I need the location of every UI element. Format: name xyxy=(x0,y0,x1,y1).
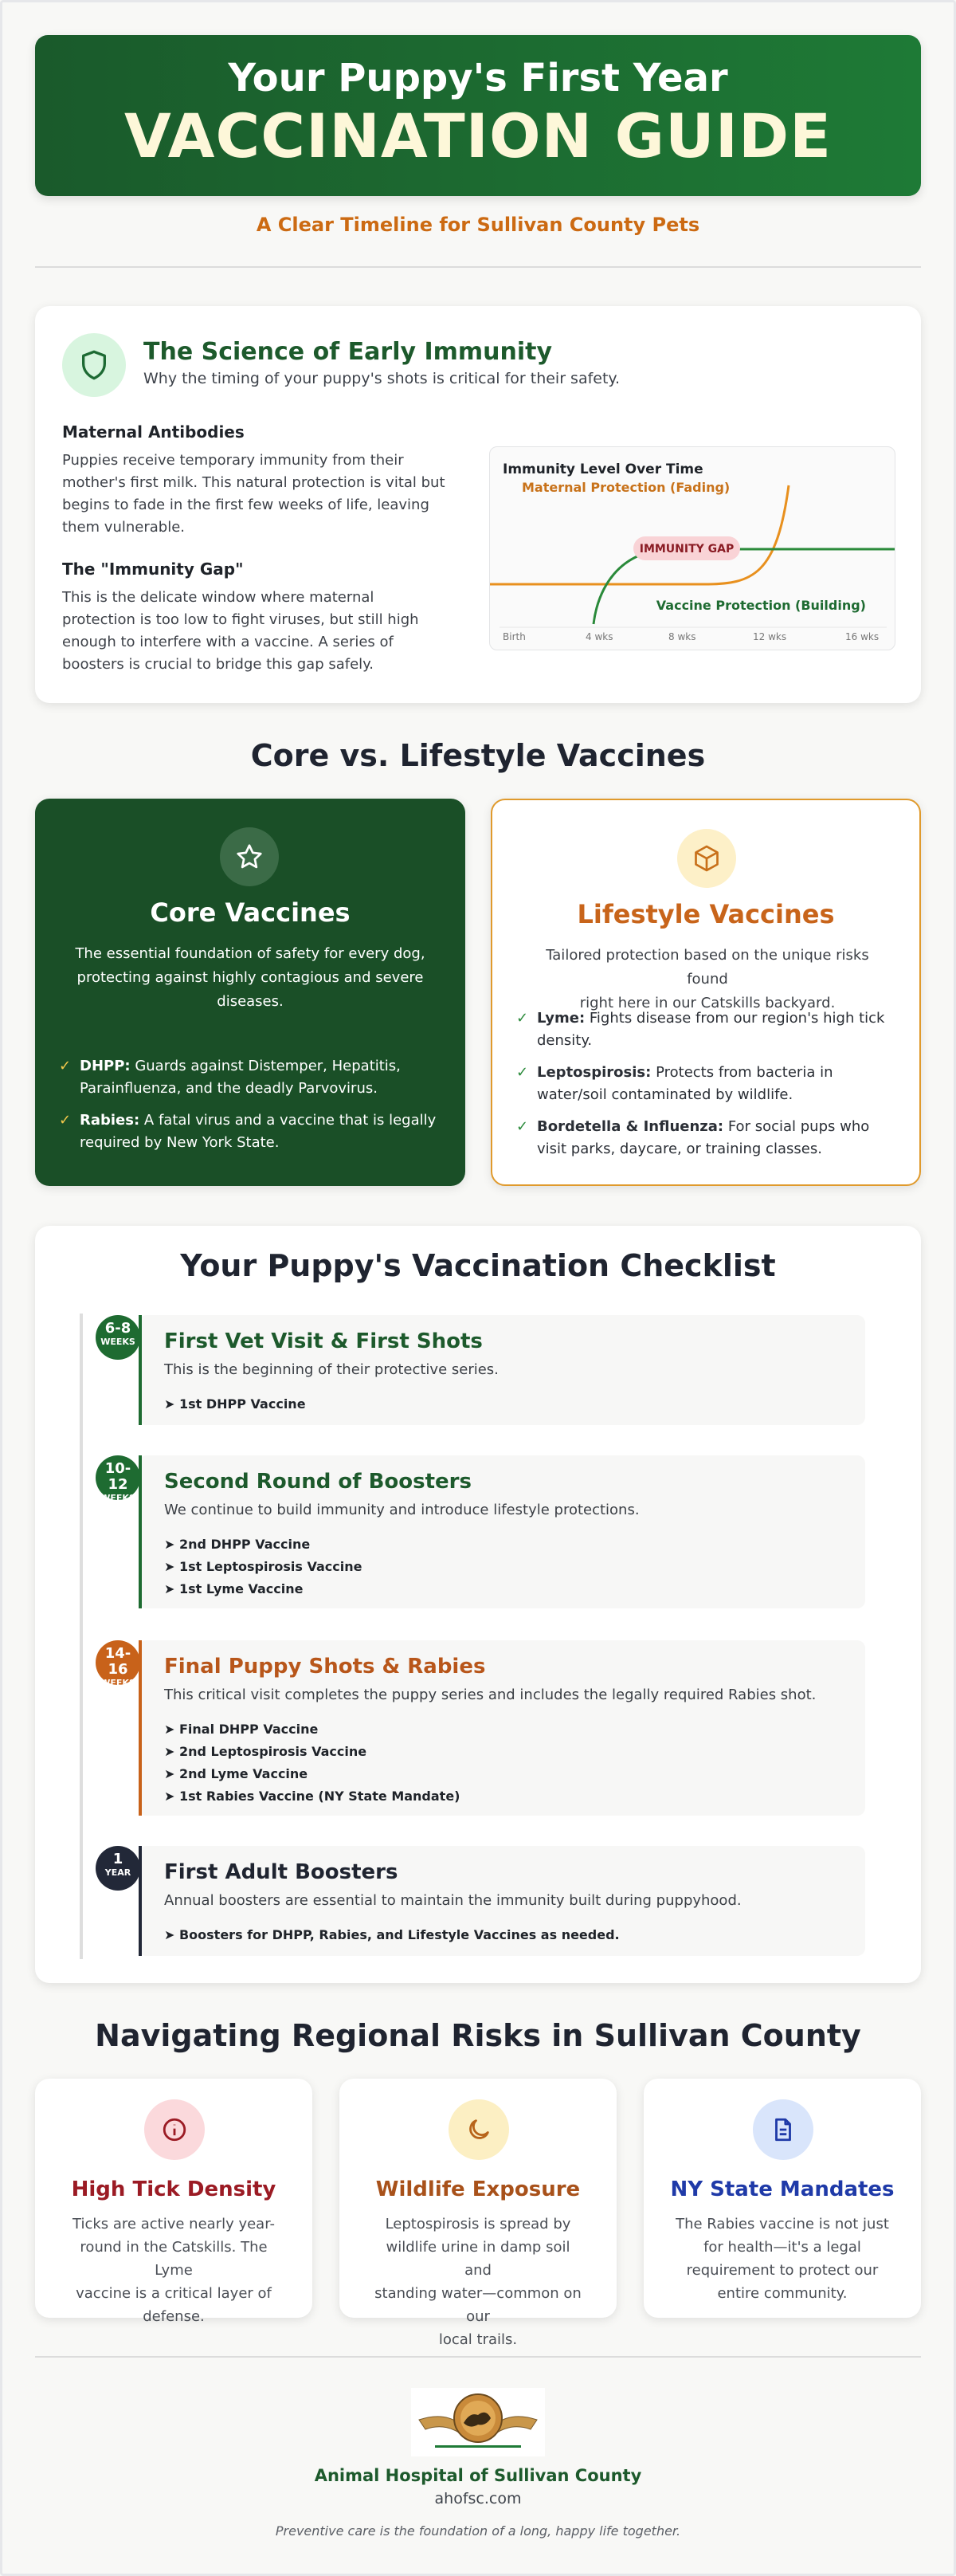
risk-text: Ticks are active nearly year- round in the Catskills. The Lyme vaccine is a critical layer of defense. xyxy=(72,2216,275,2325)
vaccine-label: Vaccine Protection (Building) xyxy=(656,598,866,613)
hero-banner xyxy=(35,35,921,196)
step-badge: 10-12 WEEKS xyxy=(96,1455,140,1500)
science-title: The Science of Early Immunity xyxy=(143,338,553,366)
risk-title: High Tick Density xyxy=(71,2177,276,2201)
tagline: A Clear Timeline for Sullivan County Pets xyxy=(256,214,700,236)
step-title: Second Round of Boosters xyxy=(164,1470,472,1494)
moon-icon xyxy=(449,2099,509,2160)
document-icon xyxy=(753,2099,813,2160)
step-description: We continue to build immunity and introduce lifestyle protections. xyxy=(164,1502,640,1518)
list-item: ✓ Lyme: Fights disease from our region's high tick density. xyxy=(516,1010,885,1049)
step-items: ➤ Final DHPP Vaccine ➤ 2nd Leptospirosis Vaccine ➤ 2nd Lyme Vaccine ➤ 1st Rabies Vaccine (NY State Mandate) xyxy=(164,1722,460,1804)
core-list xyxy=(59,1055,441,1164)
tick-label: 4 wks xyxy=(586,631,613,642)
lifestyle-list xyxy=(516,1007,899,1170)
maternal-heading: Maternal Antibodies xyxy=(62,422,245,442)
list-item: ✓ Bordetella & Influenza: For social pups who visit parks, daycare, or training classes. xyxy=(516,1118,870,1157)
hero-subtitle: VACCINATION GUIDE xyxy=(124,100,832,171)
timeline-step xyxy=(139,1640,865,1816)
risk-card xyxy=(644,2079,921,2318)
timeline-step xyxy=(139,1455,865,1608)
star-icon xyxy=(220,827,279,886)
maternal-text: Puppies receive temporary immunity from their mother's first milk. This natural protection is vital but begins to fade in the first few weeks of life, leaving them vulnerable. xyxy=(62,452,445,536)
info-icon xyxy=(144,2099,205,2160)
maternal-label: Maternal Protection (Fading) xyxy=(522,480,731,495)
gap-text: This is the delicate window where maternal protection is too low to fight viruses, but still high enough to interfere with a vaccine. A series of boosters is crucial to bridge this gap safely. xyxy=(62,589,419,673)
vaccines-section-title: Core vs. Lifestyle Vaccines xyxy=(250,738,706,773)
lifestyle-title: Lifestyle Vaccines xyxy=(577,899,835,929)
timeline-step xyxy=(139,1846,865,1956)
tick-label: 16 wks xyxy=(845,631,880,642)
graph-svg xyxy=(490,447,895,650)
gap-label: IMMUNITY GAP xyxy=(639,543,735,556)
footer-url[interactable]: ahofsc.com xyxy=(434,2490,522,2507)
risk-text: Leptospirosis is spread by wildlife urine in damp soil and standing water—common on our local trails. xyxy=(374,2216,582,2348)
tick-label: 8 wks xyxy=(668,631,696,642)
science-card xyxy=(35,306,921,703)
step-items: ➤ Boosters for DHPP, Rabies, and Lifestyle Vaccines as needed. xyxy=(164,1927,620,1942)
divider xyxy=(35,266,921,268)
tick-label: Birth xyxy=(503,631,526,642)
step-items: ➤ 1st DHPP Vaccine xyxy=(164,1396,306,1412)
step-description: This is the beginning of their protective series. xyxy=(164,1361,499,1378)
risk-card xyxy=(339,2079,617,2348)
divider xyxy=(35,2356,921,2358)
lifestyle-description: Tailored protection based on the unique risks found right here in our Catskills backyard. xyxy=(546,947,869,1011)
core-vaccines-card xyxy=(35,799,465,1186)
shield-icon xyxy=(62,333,126,397)
maternal-curve xyxy=(490,485,789,584)
checklist-card xyxy=(35,1226,921,1983)
lifestyle-vaccines-card xyxy=(491,799,921,1186)
risk-card xyxy=(35,2079,312,2325)
timeline-step xyxy=(139,1315,865,1425)
risk-title: NY State Mandates xyxy=(670,2177,895,2201)
step-title: First Vet Visit & First Shots xyxy=(164,1329,483,1353)
step-title: First Adult Boosters xyxy=(164,1860,398,1884)
step-badge: 6-8 WEEKS xyxy=(96,1315,140,1360)
step-items: ➤ 2nd DHPP Vaccine ➤ 1st Leptospirosis Vaccine ➤ 1st Lyme Vaccine xyxy=(164,1537,362,1596)
list-item: ✓ Rabies: A fatal virus and a vaccine that is legally required by New York State. xyxy=(59,1112,437,1151)
hero-title: Your Puppy's First Year xyxy=(228,56,728,100)
checklist-title: Your Puppy's Vaccination Checklist xyxy=(180,1248,776,1283)
risks-section-title: Navigating Regional Risks in Sullivan County xyxy=(95,2018,861,2053)
tick-label: 12 wks xyxy=(753,631,787,642)
list-item: ✓ Leptospirosis: Protects from bacteria in water/soil contaminated by wildlife. xyxy=(516,1064,833,1103)
core-title: Core Vaccines xyxy=(150,897,351,928)
box-icon xyxy=(677,829,736,888)
step-description: Annual boosters are essential to maintain the immunity built during puppyhood. xyxy=(164,1892,742,1909)
hospital-logo xyxy=(411,2388,545,2456)
step-badge: 14-16 WEEKS xyxy=(96,1640,140,1685)
footer-note: Preventive care is the foundation of a long, happy life together. xyxy=(275,2523,681,2539)
step-title: Final Puppy Shots & Rabies xyxy=(164,1655,486,1679)
list-item: ✓ DHPP: Guards against Distemper, Hepatitis, Parainfluenza, and the deadly Parvovirus. xyxy=(59,1058,401,1097)
immunity-graph xyxy=(489,446,895,650)
footer-name: Animal Hospital of Sullivan County xyxy=(314,2466,642,2485)
gap-heading: The "Immunity Gap" xyxy=(62,560,244,579)
timeline-line xyxy=(80,1314,83,1959)
graph-title: Immunity Level Over Time xyxy=(503,461,703,477)
step-description: This critical visit completes the puppy series and includes the legally required Rabies shot. xyxy=(164,1687,817,1703)
science-subtitle: Why the timing of your puppy's shots is critical for their safety. xyxy=(143,370,620,387)
step-badge: 1 YEAR xyxy=(96,1846,140,1891)
risk-text: The Rabies vaccine is not just for health—it's a legal requirement to protect our entire community. xyxy=(676,2216,889,2302)
core-description: The essential foundation of safety for every dog, protecting against highly contagious and severe diseases. xyxy=(75,945,425,1010)
risk-title: Wildlife Exposure xyxy=(375,2177,581,2201)
